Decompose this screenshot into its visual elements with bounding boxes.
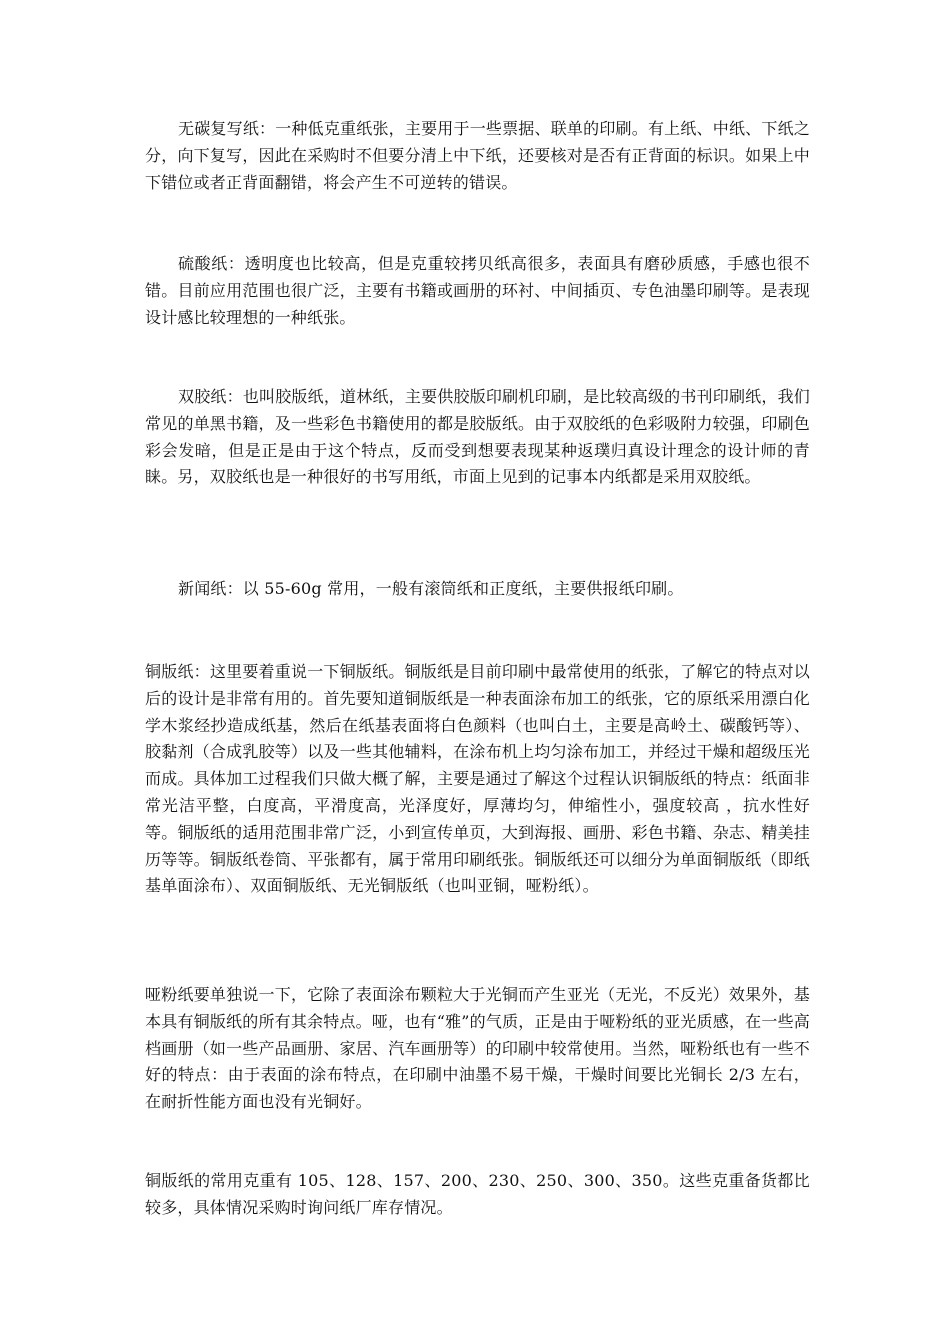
paragraph-matte-paper: 哑粉纸要单独说一下，它除了表面涂布颗粒大于光铜而产生亚光（无光，不反光）效果外，基本具有铜版纸的所有其余特点。哑，也有“雅”的气质，正是由于哑粉纸的亚光质感，在一些高档画册（如一些产品画册、家居、汽车画册等）的印刷中较常使用。当然，哑粉纸也有一些不好的特点：由于表面的涂布特点，在印刷中油墨不易干燥，干燥时间要比光铜长 2/3 左右，在耐折性能方面也没有光铜好。 [145,985,810,1112]
paragraph-tracing-paper: 硫酸纸：透明度也比较高，但是克重较拷贝纸高很多，表面具有磨砂质感，手感也很不错。目前应用范围也很广泛，主要有书籍或画册的环衬、中间插页、专色油墨印刷等。是表现设计感比较理想的一种纸张。 [145,254,810,327]
paragraph-newsprint: 新闻纸：以 55-60g 常用，一般有滚筒纸和正度纸，主要供报纸印刷。 [178,579,684,598]
paragraph-coated-paper: 铜版纸：这里要着重说一下铜版纸。铜版纸是目前印刷中最常使用的纸张，了解它的特点对以后的设计是非常有用的。首先要知道铜版纸是一种表面涂布加工的纸张，它的原纸采用漂白化学木浆经抄造成纸基，然后在纸基表面将白色颜料（也叫白土，主要是高岭土、碳酸钙等）、胶黏剂（合成乳胶等）以及一些其他辅料，在涂布机上均匀涂布加工，并经过干燥和超级压光而成。具体加工过程我们只做大概了解，主要是通过了解这个过程认识铜版纸的特点：纸面非常光洁平整，白度高，平滑度高，光泽度好，厚薄均匀，伸缩性小，强度较高 ，抗水性好等。铜版纸的适用范围非常广泛，小到宣传单页，大到海报、画册、彩色书籍、杂志、精美挂历等等。铜版纸卷筒、平张都有，属于常用印刷纸张。铜版纸还可以细分为单面铜版纸（即纸基单面涂布）、双面铜版纸、无光铜版纸（也叫亚铜，哑粉纸）。 [145,662,810,896]
paragraph-common-weights: 铜版纸的常用克重有 105、128、157、200、230、250、300、350。这些克重备货都比较多，具体情况采购时询问纸厂库存情况。 [145,1171,810,1217]
paragraph-carbonless-paper: 无碳复写纸：一种低克重纸张，主要用于一些票据、联单的印刷。有上纸、中纸、下纸之分，向下复写，因此在采购时不但要分清上中下纸，还要核对是否有正背面的标识。如果上中下错位或者正背面翻错，将会产生不可逆转的错误。 [145,119,810,192]
paragraph-offset-paper: 双胶纸：也叫胶版纸，道林纸，主要供胶版印刷机印刷，是比较高级的书刊印刷纸，我们常见的单黑书籍，及一些彩色书籍使用的都是胶版纸。由于双胶纸的色彩吸附力较强，印刷色彩会发暗，但是正是由于这个特点，反而受到想要表现某种返璞归真设计理念的设计师的青睐。另，双胶纸也是一种很好的书写用纸，市面上见到的记事本内纸都是采用双胶纸。 [145,387,810,487]
